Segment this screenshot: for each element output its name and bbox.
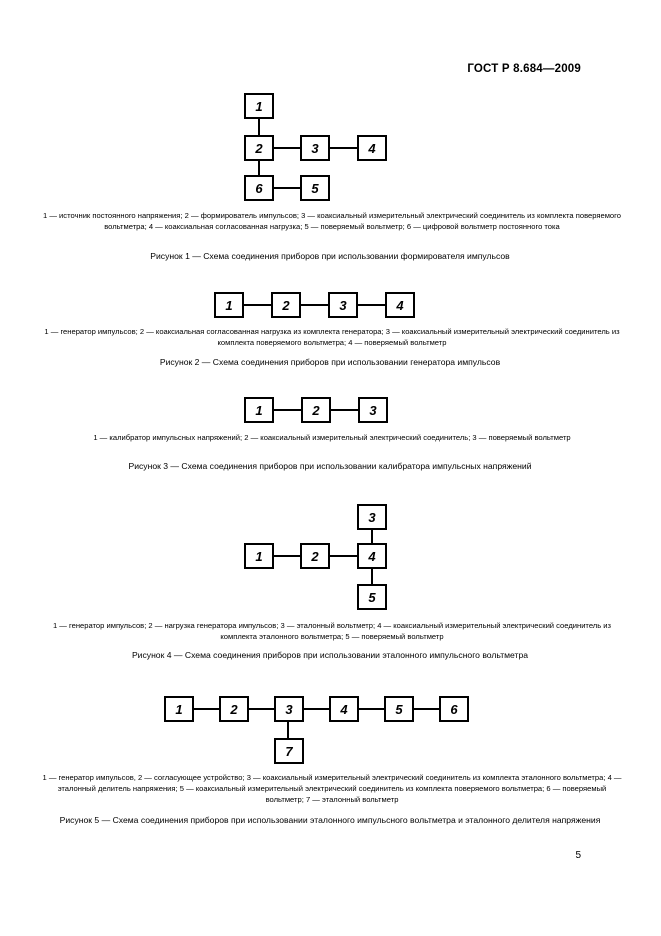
connector	[258, 118, 260, 136]
connector	[193, 708, 219, 710]
figure-caption: Рисунок 3 — Схема соединения приборов при использовании калибратора импульсных напряжений	[128, 461, 532, 471]
connector	[287, 721, 289, 739]
figure-legend: 1 — генератор импульсов; 2 — коаксиальная согласованная нагрузка из комплекта генератора; 3 — коаксиальный измерительный электрический соединитель из комплекта поверяемого вольтметра; 4 — поверяемый вольтметр	[44, 327, 620, 348]
connector	[273, 187, 301, 189]
diagram-box: 3	[357, 504, 387, 530]
page-number: 5	[575, 850, 581, 861]
connector	[243, 304, 272, 306]
diagram-box: 5	[384, 696, 414, 722]
diagram-box: 5	[357, 584, 387, 610]
diagram-box: 5	[300, 175, 330, 201]
figure-caption: Рисунок 5 — Схема соединения приборов при использовании эталонного импульсного вольтметра и эталонного делителя напряжения	[59, 815, 601, 825]
diagram-box: 2	[244, 135, 274, 161]
diagram-box: 6	[244, 175, 274, 201]
connector	[358, 708, 384, 710]
connector	[330, 147, 358, 149]
diagram-box: 4	[329, 696, 359, 722]
diagram-box: 1	[164, 696, 194, 722]
connector	[371, 568, 373, 585]
connector	[371, 529, 373, 544]
standard-header: ГОСТ Р 8.684—2009	[467, 63, 581, 75]
figure-caption: Рисунок 2 — Схема соединения приборов при использовании генератора импульсов	[159, 357, 501, 367]
diagram-box: 1	[214, 292, 244, 318]
connector	[273, 555, 301, 557]
connector	[330, 555, 358, 557]
diagram-box: 3	[300, 135, 330, 161]
diagram-box: 1	[244, 543, 274, 569]
diagram-box: 1	[244, 397, 274, 423]
connector	[273, 409, 301, 411]
figure-legend: 1 — источник постоянного напряжения; 2 — формирователь импульсов; 3 — коаксиальный измерительный электрический соединитель из комплекта поверяемого вольтметра; 4 — коаксиальная согласованная нагрузка; 5 — поверяемый вольтметр; 6 — цифровой вольтметр постоянного тока	[43, 211, 621, 232]
figure-caption: Рисунок 4 — Схема соединения приборов при использовании эталонного импульсного вольтметра	[131, 650, 529, 660]
figure-legend: 1 — генератор импульсов; 2 — нагрузка генератора импульсов; 3 — эталонный вольтметр; 4 — коаксиальный измерительный электрический соединитель из комплекта эталонного вольтметра; 5 — поверяемый вольтметр	[52, 621, 612, 642]
diagram-box: 1	[244, 93, 274, 119]
connector	[330, 409, 358, 411]
figure-legend: 1 — генератор импульсов, 2 — согласующее устройство; 3 — коаксиальный измерительный электрический соединитель из комплекта эталонного вольтметра; 4 — эталонный делитель напряжения; 5 — коаксиальный измерительный электрический соединитель из комплекта поверяемого вольтметра; 6 — поверяемый вольтметр; 7 — эталонный вольтметр	[42, 773, 622, 805]
connector	[357, 304, 386, 306]
figure-caption: Рисунок 1 — Схема соединения приборов при использовании формирователя импульсов	[150, 251, 510, 261]
diagram-box: 6	[439, 696, 469, 722]
diagram-box: 4	[357, 135, 387, 161]
connector	[303, 708, 329, 710]
diagram-box: 3	[274, 696, 304, 722]
diagram-box: 4	[357, 543, 387, 569]
connector	[413, 708, 439, 710]
connector	[248, 708, 274, 710]
diagram-box: 2	[300, 543, 330, 569]
diagram-box: 3	[358, 397, 388, 423]
diagram-box: 2	[271, 292, 301, 318]
diagram-box: 2	[219, 696, 249, 722]
connector	[273, 147, 301, 149]
connector	[300, 304, 329, 306]
diagram-box: 7	[274, 738, 304, 764]
diagram-box: 2	[301, 397, 331, 423]
diagram-box: 3	[328, 292, 358, 318]
figure-legend: 1 — калибратор импульсных напряжений; 2 — коаксиальный измерительный электрический соединитель; 3 — поверяемый вольтметр	[93, 433, 571, 442]
diagram-box: 4	[385, 292, 415, 318]
connector	[258, 160, 260, 176]
